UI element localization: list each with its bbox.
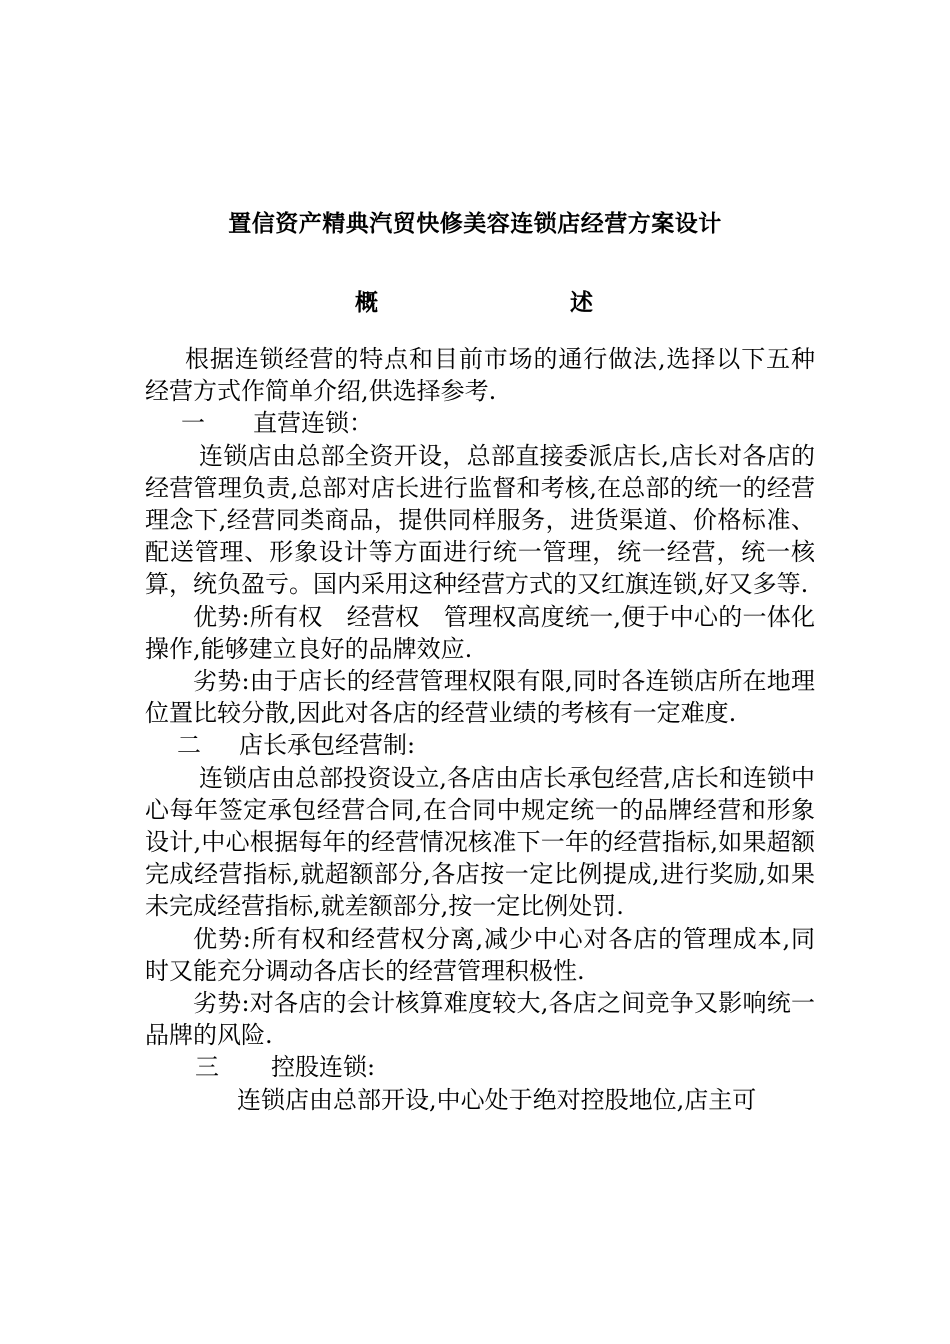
section-2-disadvantage: 劣势:对各店的会计核算难度较大,各店之间竞争又影响统一品牌的风险. (145, 989, 815, 1050)
section-heading-3 (145, 1051, 815, 1083)
section-number: 一 (181, 409, 205, 438)
section-number: 二 (177, 731, 201, 760)
intro-paragraph: 根据连锁经营的特点和目前市场的通行做法,选择以下五种经营方式作简单介绍,供选择参考. (145, 345, 815, 406)
section-1-disadvantage: 劣势:由于店长的经营管理权限有限,同时各连锁店所在地理位置比较分散,因此对各店的经营业绩的考核有一定难度. (145, 667, 815, 728)
section-title: 店长承包经营制: (239, 731, 416, 760)
section-3-description: 连锁店由总部开设,中心处于绝对控股地位,店主可 (237, 1085, 757, 1114)
section-1-description: 连锁店由总部全资开设，总部直接委派店长,店长对各店的经营管理负责,总部对店长进行监督和考核,在总部的统一的经营理念下,经营同类商品，提供同样服务，进货渠道、价格标准、配送管理、形象设计等方面进行统一管理，统一经营，统一核算，统负盈亏。国内采用这种经营方式的又红旗连锁,好又多等. (145, 441, 815, 599)
overview-heading-char-2: 述 (570, 289, 593, 316)
document-title: 置信资产精典汽贸快修美容连锁店经营方案设计 (228, 210, 722, 237)
document-body (145, 343, 815, 1116)
section-2-description: 连锁店由总部投资设立,各店由店长承包经营,店长和连锁中心每年签定承包经营合同,在合同中规定统一的品牌经营和形象设计,中心根据每年的经营情况核准下一年的经营指标,如果超额完成经营指标,就超额部分,各店按一定比例提成,进行奖励,如果未完成经营指标,就差额部分,按一定比例处罚. (145, 763, 815, 921)
overview-heading-char-1: 概 (355, 289, 378, 316)
section-heading-1 (145, 407, 815, 439)
section-title: 控股连锁: (271, 1053, 376, 1082)
section-number: 三 (195, 1053, 219, 1082)
section-title: 直营连锁： (253, 409, 373, 438)
section-2-advantage: 优势:所有权和经营权分离,减少中心对各店的管理成本,同时又能充分调动各店长的经营管理积极性. (145, 924, 815, 985)
section-1-advantage: 优势:所有权 经营权 管理权高度统一,便于中心的一体化操作,能够建立良好的品牌效应. (145, 602, 815, 663)
section-heading-2 (145, 729, 815, 761)
